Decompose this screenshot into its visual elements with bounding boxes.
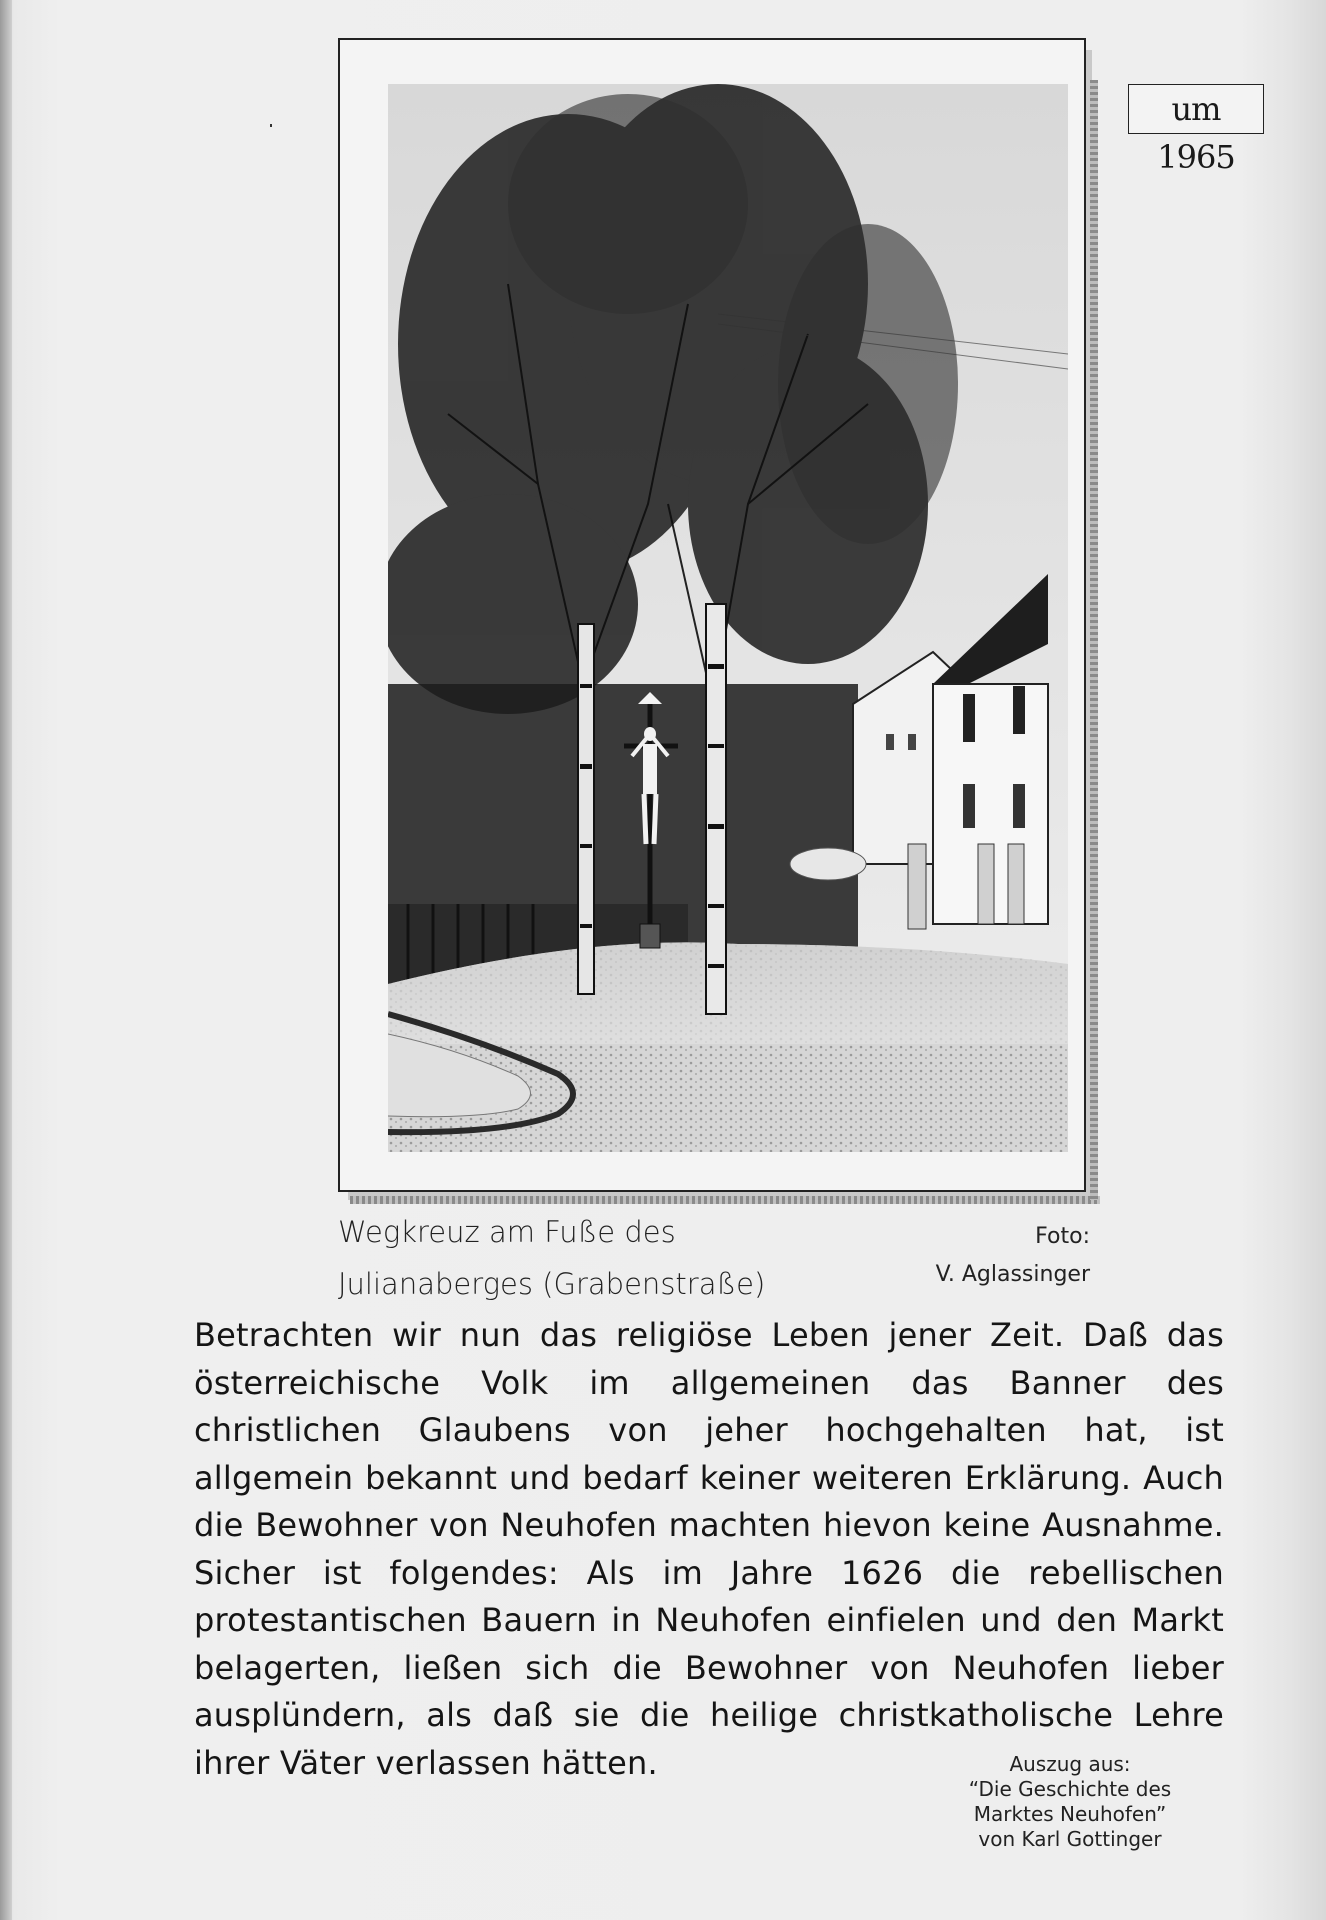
dust-speck <box>270 124 272 127</box>
historic-photo-wayside-cross <box>388 84 1068 1152</box>
year-badge: um 1965 <box>1128 84 1264 134</box>
source-line: “Die Geschichte des <box>968 1777 1172 1801</box>
source-citation <box>930 1752 1210 1852</box>
source-line: von Karl Gottinger <box>978 1827 1162 1851</box>
credit-name: V. Aglassinger <box>935 1262 1090 1287</box>
source-line: Auszug aus: <box>1009 1752 1131 1776</box>
caption-line: Julianaberges (Grabenstraße) <box>338 1267 766 1301</box>
photo-caption <box>338 1206 858 1310</box>
credit-label: Foto: <box>1035 1224 1090 1249</box>
source-line: Marktes Neuhofen” <box>973 1802 1167 1826</box>
body-paragraph: Betrachten wir nun das religiöse Leben jener Zeit. Daß das österreichische Volk im allgemeinen das Banner des christlichen Glaubens von jeher hochgehalten hat, ist allgemein bekannt und bedarf keiner weiteren Erklärung. Auch die Bewohner von Neuhofen machten hievon keine Ausnahme. Sicher ist folgendes: Als im Jahre 1626 die rebellischen protestantischen Bauern in Neuhofen einfielen und den Markt belagerten, ließen sich die Bewohner von Neuhofen lieber ausplündern, als daß sie die heilige christkatholische Lehre ihrer Väter verlassen hätten. <box>194 1316 1224 1782</box>
page-gutter <box>0 0 12 1920</box>
photo-credit <box>880 1218 1090 1294</box>
caption-line: Wegkreuz am Fuße des <box>338 1215 676 1249</box>
